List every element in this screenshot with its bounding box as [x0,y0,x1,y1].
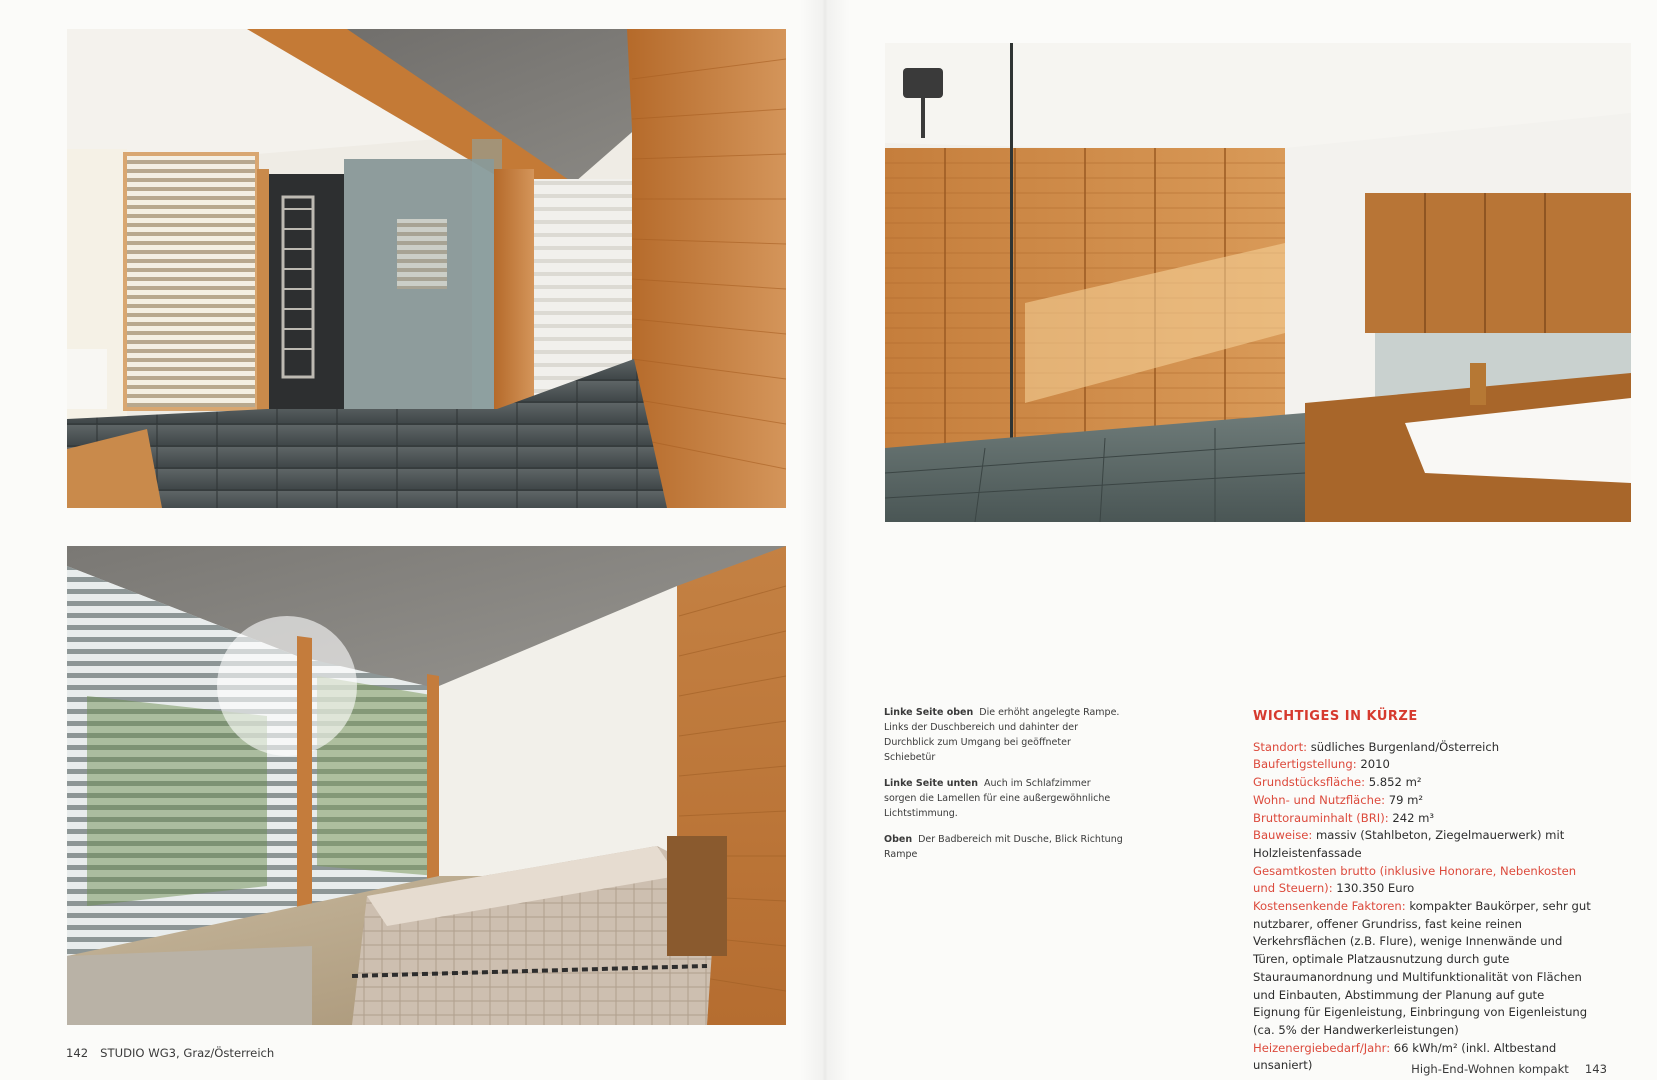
fact-label: Bruttorauminhalt (BRI): [1253,810,1389,825]
photo-bathroom-shower [885,43,1631,522]
facts-section [1253,708,1593,1075]
photo-captions [884,705,1124,873]
caption-text: Die erhöht angelegte Rampe. Links der Duschbereich und dahinter der Durchblick zum Umgang bei geöffneter Schiebetür [884,707,1120,763]
fact-item [1253,739,1593,757]
fact-label: Standort: [1253,739,1308,754]
fact-item [1253,792,1593,810]
footer-right-text: High-End-Wohnen kompakt [1411,1062,1569,1076]
facts-title: WICHTIGES IN KÜRZE [1253,709,1418,724]
page-number-right: 143 [1584,1062,1607,1076]
footer-left-text: STUDIO WG3, Graz/Österreich [100,1046,275,1060]
page-number-left: 142 [66,1046,89,1060]
fact-value: kompakter Baukörper, sehr gut nutzbarer, offener Grundriss, fast keine reinen Verkehrsflächen (z.B. Flure), wenige Innenwände und Türen, optimale Platzausnutzung durch gute Stauraumanordnung und Multifunktionalität von Flächen und Einbauten, Abstimmung der Planung auf gute Eignung für Eigenleistung, Einbringung von Eigenleistung (ca. 5% der Handwerkerleistungen) [1253,899,1591,1037]
fact-label: Baufertigstellung: [1253,757,1357,772]
caption-text: Auch im Schlafzimmer sorgen die Lamellen für eine außergewöhnliche Lichtstimmung. [884,778,1111,819]
fact-value: 2010 [1360,757,1390,772]
fact-item [1253,756,1593,774]
caption-label: Linke Seite oben [884,707,974,718]
fact-label: Grundstücksfläche: [1253,775,1366,790]
fact-label: Gesamtkosten brutto (inklusive Honorare, Nebenkosten und Steuern): [1253,863,1577,896]
caption-left-top [884,705,1124,765]
fact-value: 130.350 Euro [1336,881,1415,896]
fact-item [1253,898,1593,1040]
caption-text: Der Badbereich mit Dusche, Blick Richtung Rampe [884,834,1123,860]
footer-left [66,1046,274,1060]
fact-label: Bauweise: [1253,828,1313,843]
fact-item [1253,810,1593,828]
fact-value: 79 m² [1388,792,1424,807]
fact-item [1253,863,1593,898]
fact-value: südliches Burgenland/Österreich [1310,739,1500,754]
caption-left-bottom [884,776,1124,821]
caption-label: Oben [884,834,913,845]
caption-label: Linke Seite unten [884,778,978,789]
photo-bathroom-ramp [67,29,786,508]
caption-top [884,832,1124,862]
footer-right [1411,1062,1607,1076]
fact-value: 5.852 m² [1368,775,1422,790]
fact-value: 242 m³ [1392,810,1435,825]
fact-item [1253,827,1593,862]
book-gutter [800,0,850,1080]
fact-label: Wohn- und Nutzfläche: [1253,792,1386,807]
fact-label: Kostensenkende Faktoren: [1253,899,1406,914]
fact-label: Heizenergiebedarf/Jahr: [1253,1040,1391,1055]
fact-value: 66 kWh/m² (inkl. Altbestand unsaniert) [1253,1040,1557,1073]
photo-bedroom [67,546,786,1025]
fact-item [1253,774,1593,792]
fact-value: massiv (Stahlbeton, Ziegelmauerwerk) mit Holzleistenfassade [1253,828,1565,860]
